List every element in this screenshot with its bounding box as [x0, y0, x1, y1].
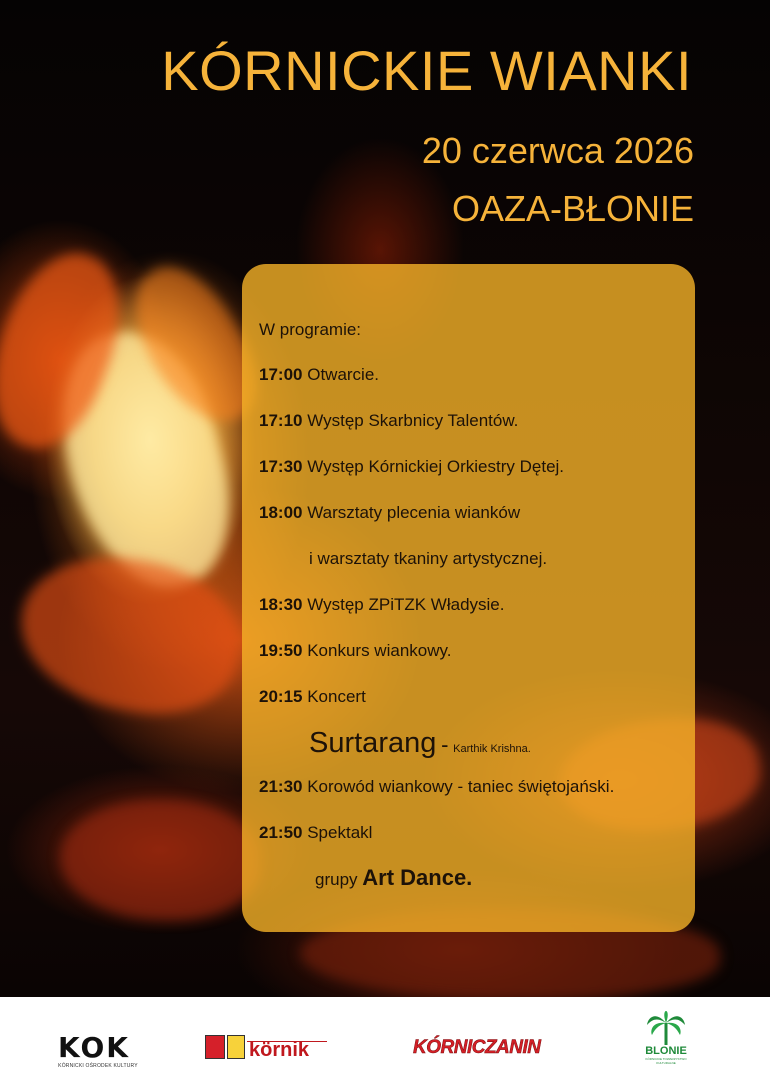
kok-logo [58, 1033, 138, 1073]
program-time: 21:50 [259, 823, 303, 842]
kornik-crest-icon [227, 1035, 245, 1059]
korniczanin-logo [413, 1037, 541, 1067]
program-time: 17:30 [259, 457, 303, 476]
program-item [259, 411, 685, 457]
kok-logo-subtitle: KÓRNICKI OŚRODEK KULTURY [58, 1063, 138, 1069]
program-time: 17:00 [259, 365, 303, 384]
event-place: OAZA-BŁONIE [451, 188, 694, 229]
palm-icon [646, 1005, 686, 1045]
korniczanin-logo-text: KÓRNICZANIN [413, 1037, 541, 1058]
group-name: Art Dance. [362, 865, 473, 890]
blonie-logo-subtitle: KÓRNICKIE TOWARZYSTWO KULTURALNE [645, 1057, 687, 1065]
program-item [259, 503, 685, 549]
program-time: 20:15 [259, 687, 303, 706]
blonie-logo [640, 1005, 692, 1083]
group-line [259, 865, 685, 891]
kornik-logo-text: körnik [249, 1039, 310, 1061]
performer-dash: - [441, 732, 449, 757]
program-text: Koncert [307, 687, 366, 706]
program-item [259, 641, 685, 687]
program-time: 17:10 [259, 411, 303, 430]
page-title: KÓRNICKIE WIANKI [161, 39, 692, 102]
performer-note: Karthik Krishna. [453, 743, 531, 755]
kok-mark-text: KOK [58, 1031, 130, 1064]
kok-logo-mark [58, 1033, 138, 1063]
program-text: Korowód wiankowy - taniec świętojański. [307, 777, 615, 796]
program-item [259, 595, 685, 641]
program-time: 18:30 [259, 595, 303, 614]
performer-line [259, 727, 685, 777]
program-time: 19:50 [259, 641, 303, 660]
program-item [259, 823, 685, 869]
program-text: Występ ZPiTZK Władysie. [307, 595, 505, 614]
group-prefix: grupy [315, 870, 358, 889]
program-text: Występ Skarbnicy Talentów. [307, 411, 519, 430]
event-date: 20 czerwca 2026 [421, 130, 694, 171]
performer-name: Surtarang [309, 727, 437, 759]
flame-shape [60, 800, 260, 920]
blonie-logo-text: BLONIE [645, 1045, 687, 1057]
program-text: Występ Kórnickiej Orkiestry Dętej. [307, 457, 565, 476]
program-text: Spektakl [307, 823, 373, 842]
program-heading: W programie: [259, 320, 362, 339]
kornik-crest-icon [205, 1035, 225, 1059]
kornik-logo [205, 1029, 330, 1069]
sponsor-footer [0, 997, 770, 1089]
flame-shape [9, 542, 252, 728]
program-text: Konkurs wiankowy. [307, 641, 452, 660]
program-text: Warsztaty plecenia wianków [307, 503, 521, 522]
program-text: Otwarcie. [307, 365, 380, 384]
program-panel [242, 264, 695, 932]
program-item [259, 457, 685, 503]
program-item [259, 365, 685, 411]
program-time: 18:00 [259, 503, 303, 522]
program-item [259, 777, 685, 823]
program-continuation: i warsztaty tkaniny artystycznej. [309, 549, 548, 568]
program-time: 21:30 [259, 777, 303, 796]
